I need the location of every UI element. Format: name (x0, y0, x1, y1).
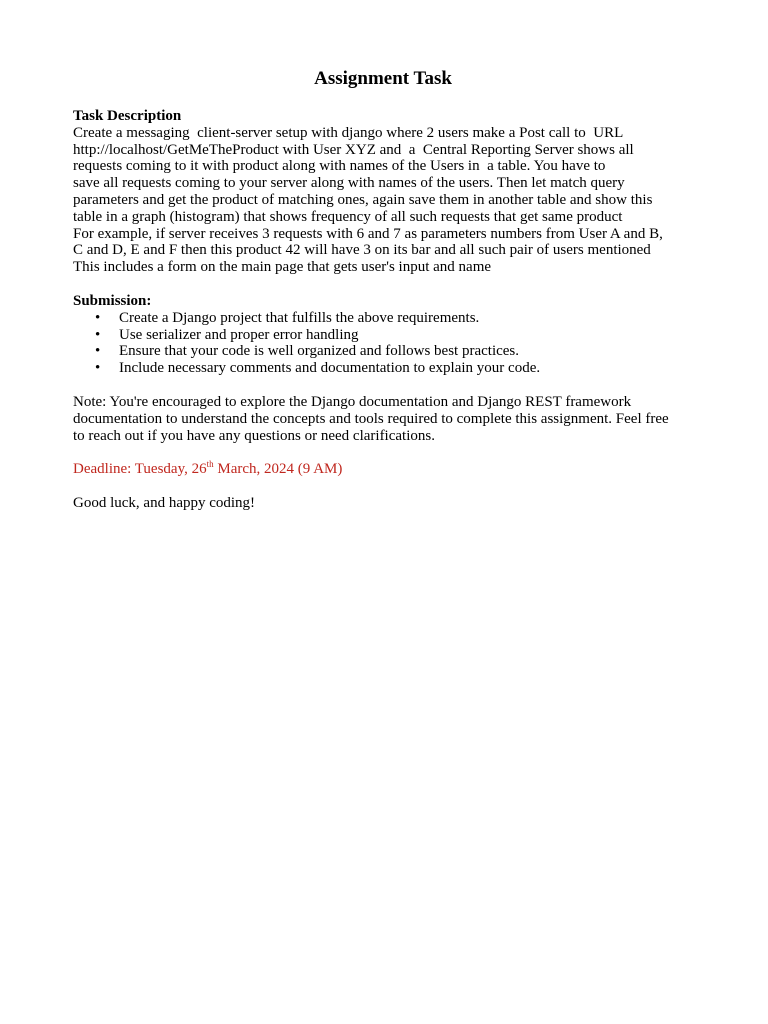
deadline-prefix: Deadline: Tuesday, 26 (73, 461, 207, 478)
bullet-icon: • (95, 360, 101, 377)
submission-item-text: Create a Django project that fulfills the above requirements. (119, 309, 480, 326)
deadline-text (73, 461, 693, 478)
document-title: Assignment Task (314, 68, 452, 89)
task-description-line: For example, if server receives 3 requests with 6 and 7 as parameters numbers from User A and B, (73, 225, 663, 242)
bullet-icon: • (95, 326, 101, 343)
submission-item (73, 360, 693, 377)
note-line: to reach out if you have any questions or need clarifications. (73, 427, 435, 444)
note-line: Note: You're encouraged to explore the Django documentation and Django REST framework (73, 393, 632, 410)
submission-item (73, 343, 693, 360)
note-line: documentation to understand the concepts and tools required to complete this assignment. Feel free (73, 410, 669, 427)
spacer (73, 444, 693, 461)
task-description-line: http://localhost/GetMeTheProduct with User XYZ and a Central Reporting Server shows all (73, 141, 634, 158)
task-description-section (73, 108, 693, 276)
task-description-line: C and D, E and F then this product 42 will have 3 on its bar and all such pair of users mentioned (73, 242, 651, 259)
task-description-line: save all requests coming to your server along with names of the users. Then let match query (73, 175, 625, 192)
submission-item (73, 327, 693, 344)
submission-section (73, 293, 693, 377)
bullet-icon: • (95, 343, 101, 360)
bullet-icon: • (95, 309, 101, 326)
task-description-heading: Task Description (73, 108, 182, 124)
submission-item-text: Use serializer and proper error handling (119, 326, 359, 343)
submission-list (73, 310, 693, 377)
task-description-line: This includes a form on the main page that gets user's input and name (73, 259, 492, 276)
task-description-line: parameters and get the product of matching ones, again save them in another table and show this (73, 191, 653, 208)
task-description-line: Create a messaging client-server setup with django where 2 users make a Post call to URL (73, 124, 624, 141)
submission-item-text: Include necessary comments and documentation to explain your code. (119, 360, 541, 377)
task-description-line: requests coming to it with product along with names of the Users in a table. You have to (73, 158, 606, 175)
deadline-ordinal-suffix: th (206, 459, 214, 470)
submission-item (73, 310, 693, 327)
spacer (73, 377, 693, 394)
spacer (73, 276, 693, 293)
spacer (73, 478, 693, 495)
document-page (73, 66, 693, 512)
closing-text: Good luck, and happy coding! (73, 495, 256, 512)
note-section (73, 394, 693, 444)
submission-item-text: Ensure that your code is well organized and follows best practices. (119, 343, 520, 360)
submission-heading: Submission: (73, 292, 152, 309)
task-description-line: table in a graph (histogram) that shows frequency of all such requests that get same product (73, 208, 623, 225)
deadline-suffix: March, 2024 (9 AM) (213, 461, 343, 478)
